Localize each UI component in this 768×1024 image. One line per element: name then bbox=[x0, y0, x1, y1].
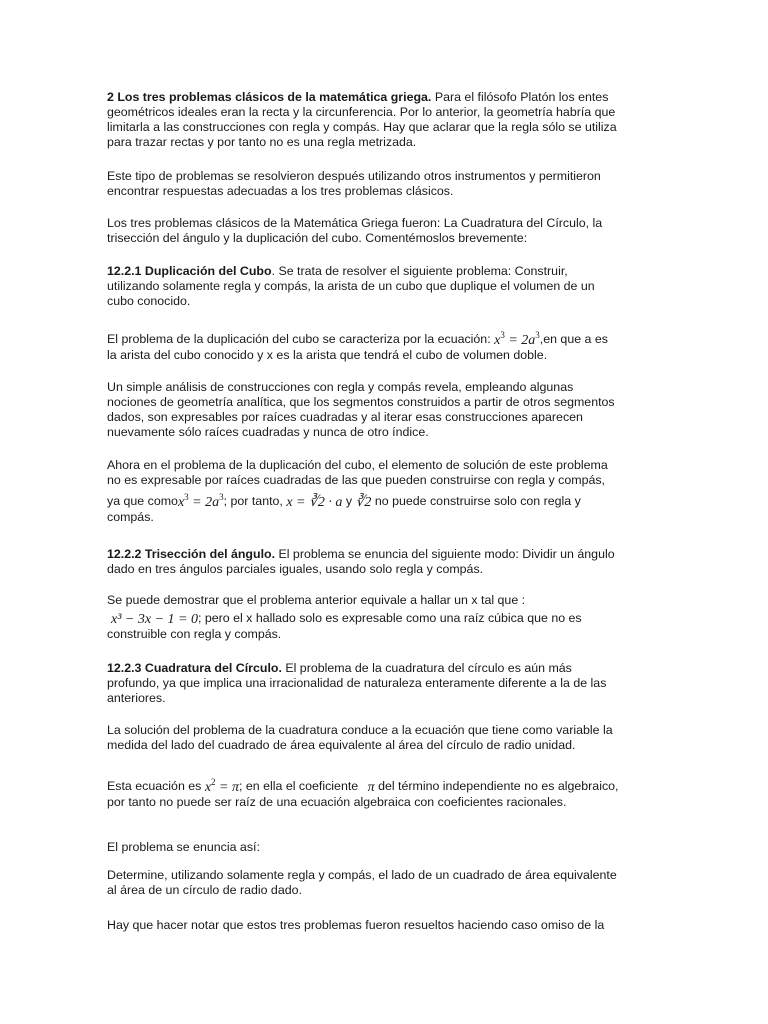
section-heading: 2 Los tres problemas clásicos de la matemática griega. bbox=[107, 90, 432, 104]
duplication-paragraph: Ahora en el problema de la duplicación del cubo, el elemento de solución de este problema no es expresable por raíces cuadradas de las que pueden construirse con regla y compás, ya que comox$^3$ = $2a^3$; por tanto, x = ∛2 · a y ∛2 no puede construirse solo con regla y compás. bbox=[107, 458, 608, 524]
subsection-angle-paragraph bbox=[107, 547, 619, 577]
subsection-heading: 12.2.1 Duplicación del Cubo bbox=[107, 264, 272, 278]
section-intro-paragraph bbox=[107, 90, 619, 150]
paragraph: Un simple análisis de construcciones con regla y compás revela, empleando algunas nociones de geometría analítica, que los segmentos construidos a partir de otros segmentos dados, son expresables por raíces cuadradas y al iterar esas construcciones aparecen nuevamente sólo raíces cuadradas y nunca de otro índice. bbox=[107, 380, 615, 439]
equation-x2-pi: $x^2 = \pi$ bbox=[204, 777, 239, 795]
cube-root-2: ∛2 bbox=[355, 495, 372, 510]
paragraph: La solución del problema de la cuadratura conduce a la ecuación que tiene como variable la medida del lado del cuadrado de área equivalente al área del círculo de radio unidad. bbox=[107, 723, 613, 752]
cube-equation-paragraph: El problema de la duplicación del cubo se caracteriza por la ecuación: $x^3 = 2a^3,en$ que a es la arista del cubo conocido y x es la arista que tendrá el cubo de volumen doble. bbox=[107, 330, 608, 362]
paragraph: Este tipo de problemas se resolvieron después utilizando otros instrumentos y permitieron encontrar respuestas adecuadas a los tres problemas clásicos. bbox=[107, 169, 601, 198]
subsection-circle-paragraph bbox=[107, 661, 619, 706]
paragraph: Los tres problemas clásicos de la Matemática Griega fueron: La Cuadratura del Círculo, la trisección del ángulo y la duplicación del cubo. Comentémoslos brevemente: bbox=[107, 216, 603, 245]
paragraph: Hay que hacer notar que estos tres problemas fueron resueltos haciendo caso omiso de la bbox=[107, 918, 605, 932]
subsection-heading: 12.2.3 Cuadratura del Círculo. bbox=[107, 661, 282, 675]
subsection-cube-paragraph bbox=[107, 264, 619, 309]
trisection-equation-paragraph: Se puede demostrar que el problema anterior equivale a hallar un x tal que : x³ − 3x − 1 = 0; pero el x hallado solo es expresable como una raíz cúbica que no es construible con regla y compás. bbox=[107, 593, 582, 641]
squaring-equation-paragraph: Esta ecuación es $x^2 = \pi$; en ella el coeficiente π del término independiente no es algebraico, por tanto no puede ser raíz de una ecuación algebraica con coeficientes racionales. bbox=[107, 777, 619, 809]
paragraph-text: El problema de la cuadratura del círculo es aún más profundo, ya que implica una irracionalidad de naturaleza enteramente diferente a la de las anteriores. bbox=[107, 661, 607, 705]
subsection-heading: 12.2.2 Trisección del ángulo. bbox=[107, 547, 276, 561]
paragraph: Determine, utilizando solamente regla y compás, el lado de un cuadrado de área equivalente al área de un círculo de radio dado. bbox=[107, 868, 617, 897]
equation-x3-2a3: $x^3 = 2a^3$ bbox=[494, 330, 540, 348]
paragraph: El problema se enuncia así: bbox=[107, 840, 260, 854]
equation-cubic: x³ − 3x − 1 = 0 bbox=[111, 612, 198, 627]
paragraph-text: . Se trata de resolver el siguiente problema: Construir, utilizando solamente regla y compás, la arista de un cubo que duplique el volumen de un cubo conocido. bbox=[107, 264, 595, 308]
paragraph-text: Para el filósofo Platón los entes geométricos ideales eran la recta y la circunferencia. Por lo anterior, la geometría habría que limitarla a las construcciones con regla y compás. Hay que aclarar que la regla sólo se utiliza para trazar rectas y por tanto no es una regla metrizada. bbox=[107, 90, 617, 149]
equation-x3-2a3: $x^3 = 2a^3$ bbox=[177, 492, 224, 510]
equation-x-cube-root: x = ∛2 · a bbox=[286, 495, 343, 510]
pi-symbol: π bbox=[367, 780, 375, 795]
paragraph-text: El problema se enuncia del siguiente modo: Dividir un ángulo dado en tres ángulos parciales iguales, usando solo regla y compás. bbox=[107, 547, 615, 576]
